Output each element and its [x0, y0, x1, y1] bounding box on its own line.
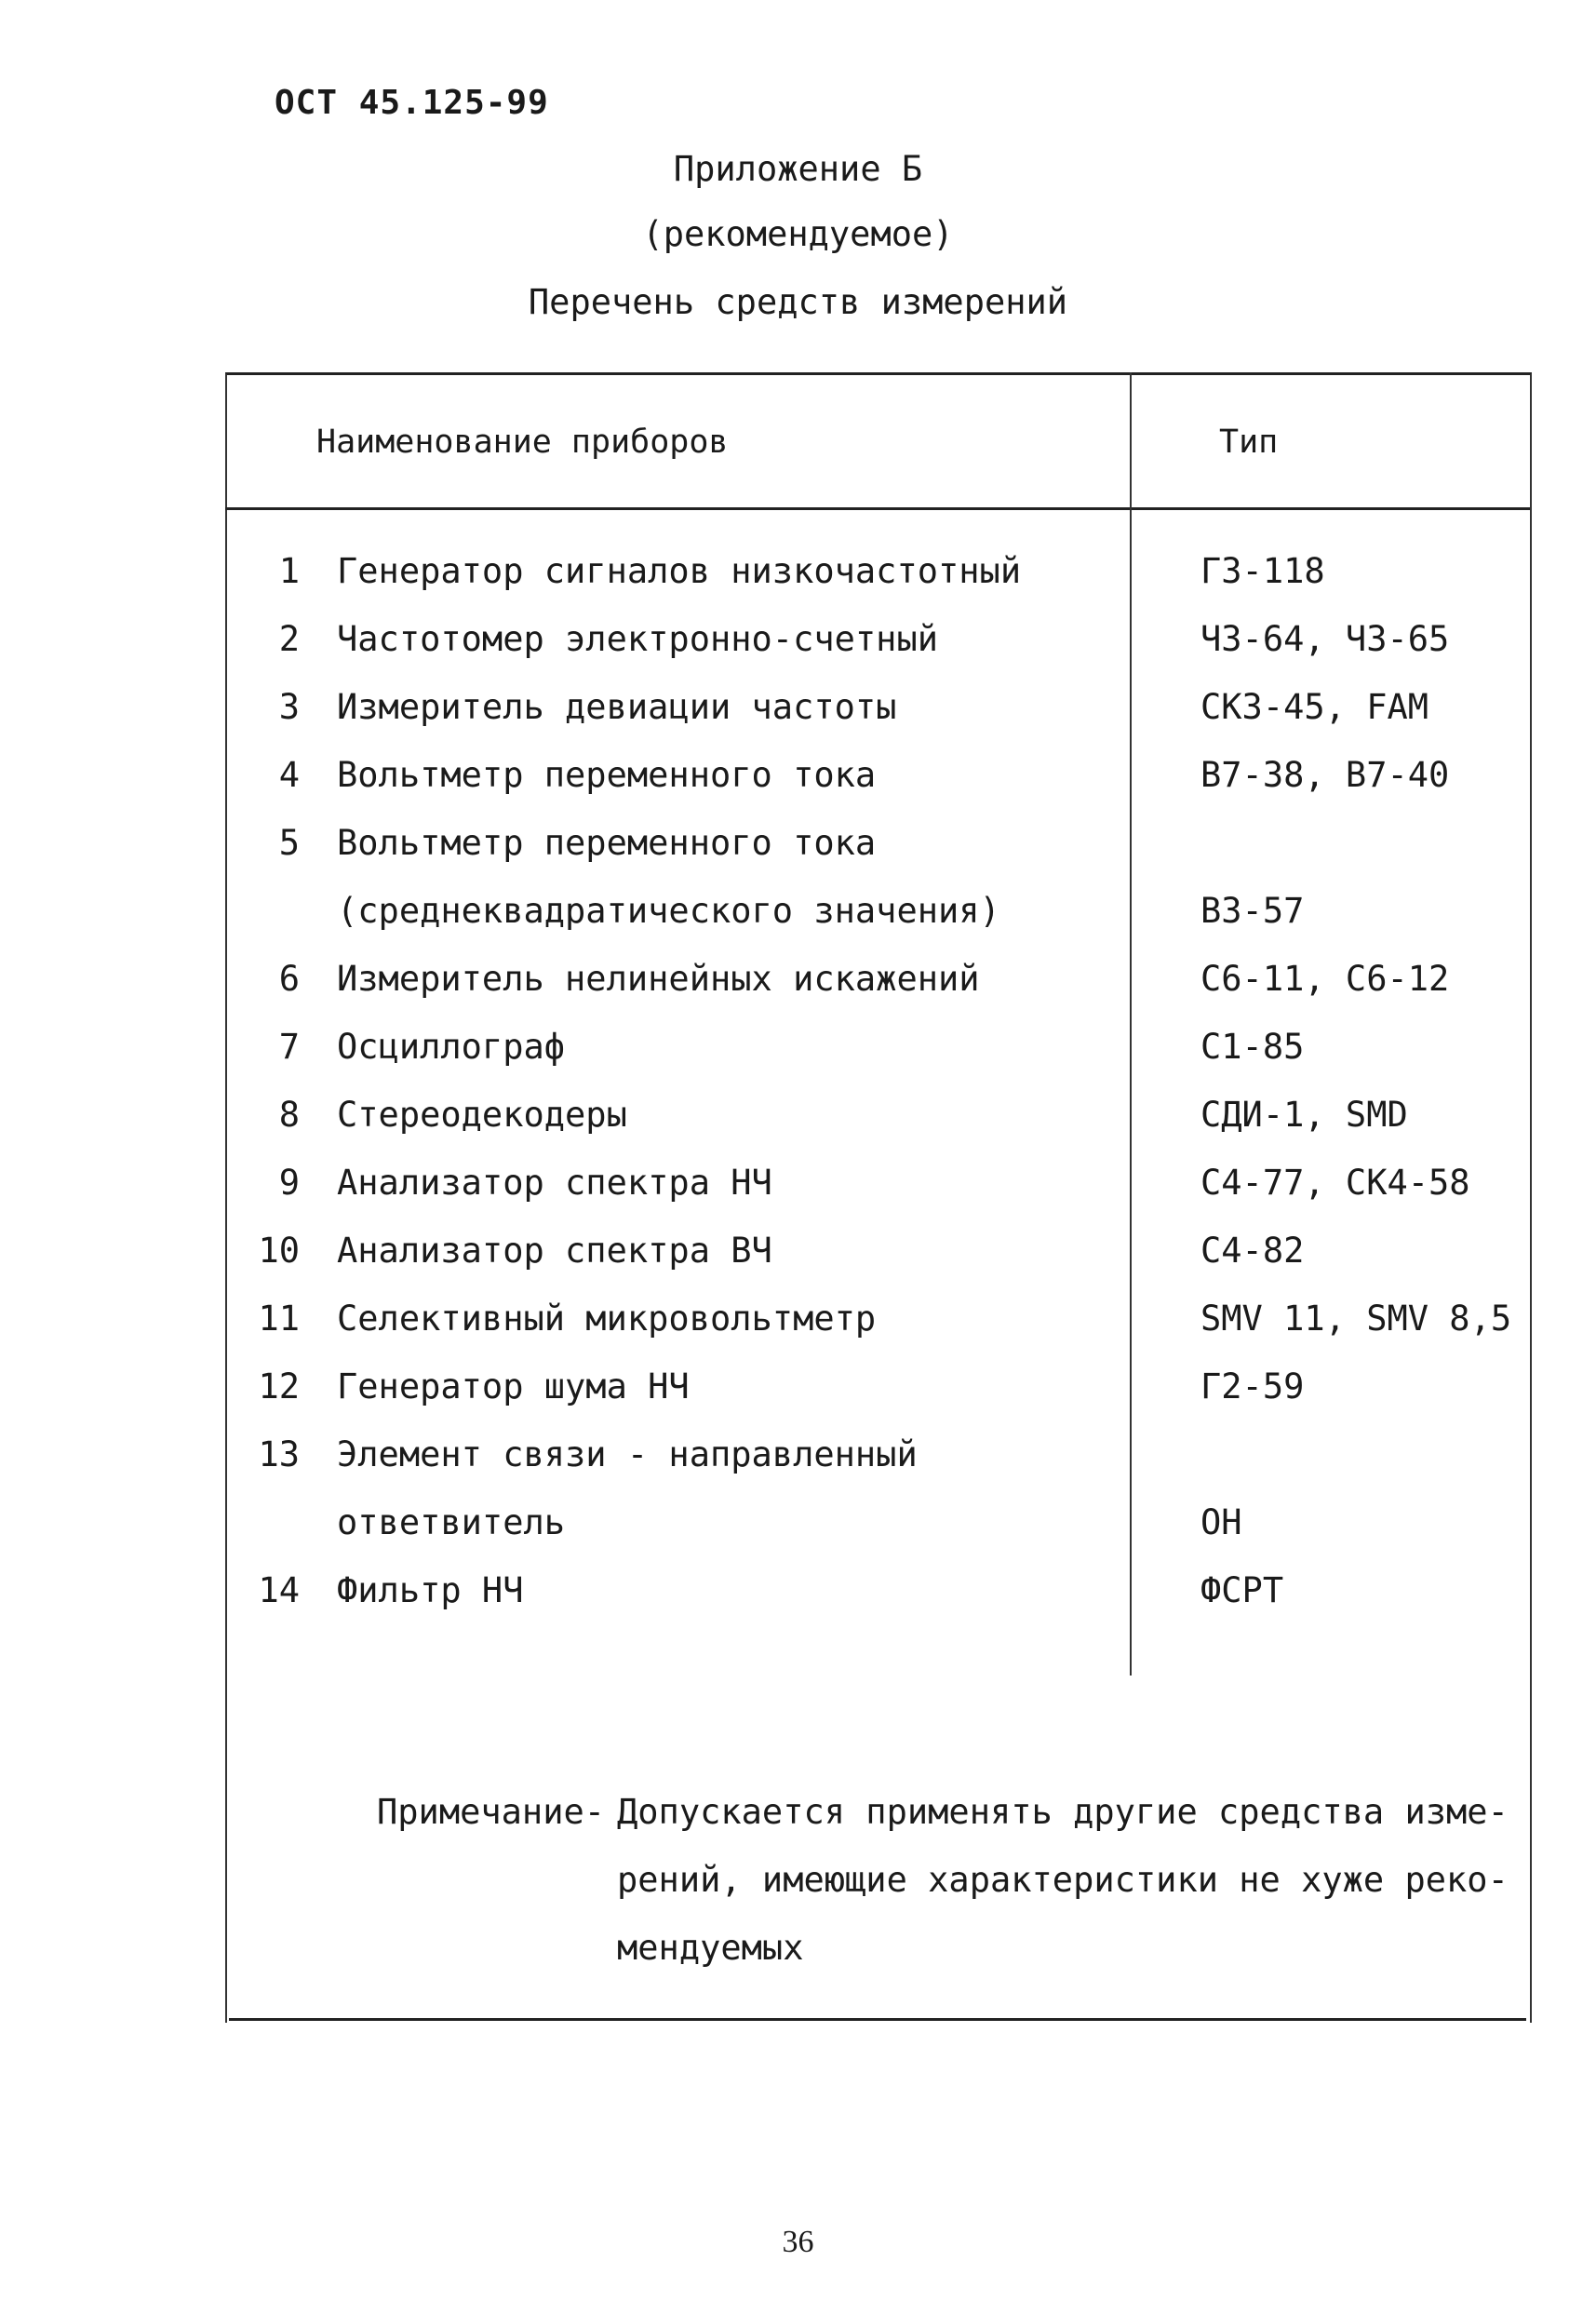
row-number: 4	[278, 755, 300, 795]
instrument-type: Г2-59	[1200, 1366, 1305, 1406]
appendix-heading: Приложение Б	[673, 149, 923, 189]
instrument-type: С4-77, СК4-58	[1200, 1163, 1470, 1203]
table-row	[0, 687, 1596, 743]
table-row	[0, 1570, 1596, 1626]
table-row	[0, 619, 1596, 675]
instrument-name: Стереодекодеры	[337, 1095, 627, 1135]
row-number: 11	[258, 1299, 300, 1339]
instrument-type: Г3-118	[1200, 551, 1325, 591]
note-label: Примечание-	[377, 1792, 606, 1832]
instrument-name: Измеритель нелинейных искажений	[337, 959, 980, 999]
page-title: Перечень средств измерений	[528, 282, 1068, 322]
instrument-name: Генератор сигналов низкочастотный	[337, 551, 1022, 591]
instrument-name: Вольтметр переменного тока	[337, 823, 877, 863]
document-code: ОСТ 45.125-99	[275, 84, 549, 122]
instrument-name: Частотомер электронно-счетный	[337, 619, 939, 659]
row-number: 12	[258, 1366, 300, 1406]
instrument-type: СК3-45, FAM	[1200, 687, 1429, 727]
column-header-type: Тип	[1219, 424, 1279, 461]
page-number: 36	[782, 2225, 814, 2259]
table-row	[0, 959, 1596, 1015]
table-row	[0, 1366, 1596, 1422]
instrument-type: С1-85	[1200, 1027, 1305, 1067]
row-number: 5	[278, 823, 300, 863]
instrument-type: ФСРТ	[1200, 1570, 1284, 1610]
row-number: 6	[278, 959, 300, 999]
instrument-name: (среднеквадратического значения)	[337, 891, 1000, 931]
row-number: 14	[258, 1570, 300, 1610]
instrument-type: СДИ-1, SMD	[1200, 1095, 1408, 1135]
table-header-divider	[225, 507, 1530, 510]
table-row	[0, 823, 1596, 879]
table-row	[0, 1299, 1596, 1354]
instrument-name: Селективный микровольтметр	[337, 1299, 877, 1339]
table-row	[0, 551, 1596, 607]
table-row	[0, 755, 1596, 811]
note-text-line: мендуемых	[617, 1928, 804, 1968]
note-text-line: рений, имеющие характеристики не хуже реко-	[617, 1860, 1509, 1900]
row-number: 10	[258, 1231, 300, 1271]
note-text-line: Допускается применять другие средства изме-	[617, 1792, 1509, 1832]
row-number: 13	[258, 1434, 300, 1474]
column-header-name: Наименование приборов	[316, 424, 729, 461]
instrument-name: Генератор шума НЧ	[337, 1366, 690, 1406]
table-row	[0, 1027, 1596, 1083]
row-number: 1	[278, 551, 300, 591]
table-row	[0, 891, 1596, 947]
instrument-name: Элемент связи - направленный	[337, 1434, 918, 1474]
instrument-name: ответвитель	[337, 1502, 566, 1542]
table-row	[0, 1434, 1596, 1490]
instrument-type: С6-11, С6-12	[1200, 959, 1450, 999]
appendix-kind: (рекомендуемое)	[642, 214, 954, 254]
instrument-name: Осциллограф	[337, 1027, 566, 1067]
table-row	[0, 1502, 1596, 1558]
instrument-type: В7-38, В7-40	[1200, 755, 1450, 795]
row-number: 7	[278, 1027, 300, 1067]
instrument-name: Анализатор спектра ВЧ	[337, 1231, 772, 1271]
table-bottom-border	[229, 2018, 1526, 2021]
table-row	[0, 1163, 1596, 1218]
row-number: 9	[278, 1163, 300, 1203]
instrument-type: С4-82	[1200, 1231, 1305, 1271]
instrument-type: ОН	[1200, 1502, 1242, 1542]
row-number: 3	[278, 687, 300, 727]
instrument-type: Ч3-64, Ч3-65	[1200, 619, 1450, 659]
instrument-name: Вольтметр переменного тока	[337, 755, 877, 795]
instrument-name: Анализатор спектра НЧ	[337, 1163, 772, 1203]
instrument-type: SMV 11, SMV 8,5	[1200, 1299, 1512, 1339]
instrument-type: В3-57	[1200, 891, 1305, 931]
row-number: 8	[278, 1095, 300, 1135]
table-row	[0, 1231, 1596, 1286]
row-number: 2	[278, 619, 300, 659]
instrument-name: Фильтр НЧ	[337, 1570, 524, 1610]
table-row	[0, 1095, 1596, 1151]
instrument-name: Измеритель девиации частоты	[337, 687, 897, 727]
